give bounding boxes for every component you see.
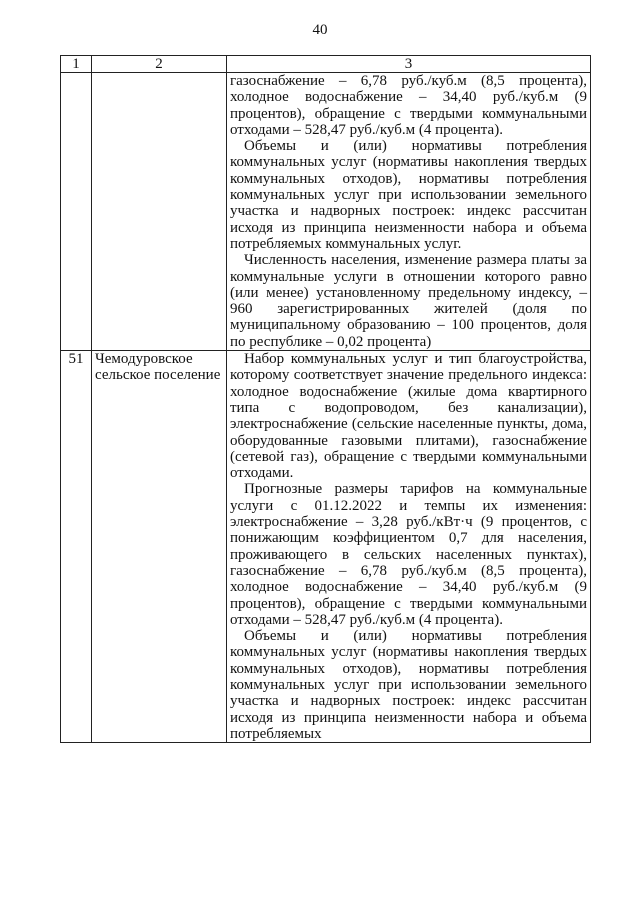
settlement-name <box>92 73 227 351</box>
paragraph: Набор коммунальных услуг и тип благоустройства, которому соответствует значение предельного индекса: холодное водоснабжение (жилые дома квартирного типа с водопроводом, без канализации), электроснабжение (сельские населенные пункты, дома, оборудованные газовыми плитами), газоснабжение (сетевой газ), обращение с твердыми коммунальными отходами. <box>230 351 587 482</box>
column-header-1: 1 <box>61 56 92 73</box>
row-number: 51 <box>61 351 92 743</box>
table-row <box>61 351 591 743</box>
paragraph: Численность населения, изменение размера платы за коммунальные услуги в отношении которого равно (или менее) установленному предельному индексу, – 960 зарегистрированных жителей (доля по муниципальному образованию – 100 процентов, доля по республике – 0,02 процента) <box>230 252 587 350</box>
row-description <box>227 73 591 351</box>
paragraph: Объемы и (или) нормативы потребления коммунальных услуг (нормативы накопления твердых коммунальных отходов), нормативы потребления коммунальных услуг при использовании земельного участка и надворных построек: индекс рассчитан исходя из принципа неизменности набора и объема потребляемых коммунальных услуг. <box>230 138 587 252</box>
row-number <box>61 73 92 351</box>
column-header-3: 3 <box>227 56 591 73</box>
page-number: 40 <box>312 22 328 38</box>
table-header-row <box>61 56 591 73</box>
column-header-2: 2 <box>92 56 227 73</box>
settlement-name: Чемодуровское сельское поселение <box>92 351 227 743</box>
paragraph: газоснабжение – 6,78 руб./куб.м (8,5 процента), холодное водоснабжение – 34,40 руб./куб.м (9 процентов), обращение с твердыми коммунальными отходами – 528,47 руб./куб.м (4 процента). <box>230 73 587 138</box>
paragraph: Прогнозные размеры тарифов на коммунальные услуги с 01.12.2022 и темпы их изменения: электроснабжение – 3,28 руб./кВт·ч (9 процентов, с понижающим коэффициентом 0,7 для населения, проживающего в сельских населенных пунктах), газоснабжение – 6,78 руб./куб.м (8,5 процента), холодное водоснабжение – 34,40 руб./куб.м (9 процентов), обращение с твердыми коммунальными отходами – 528,47 руб./куб.м (4 процента). <box>230 481 587 628</box>
table-row <box>61 73 591 351</box>
tariff-table <box>60 55 591 743</box>
paragraph: Объемы и (или) нормативы потребления коммунальных услуг (нормативы накопления твердых коммунальных отходов), нормативы потребления коммунальных услуг при использовании земельного участка и надворных построек: индекс рассчитан исходя из принципа неизменности набора и объема потребляемых <box>230 628 587 742</box>
row-description <box>227 351 591 743</box>
